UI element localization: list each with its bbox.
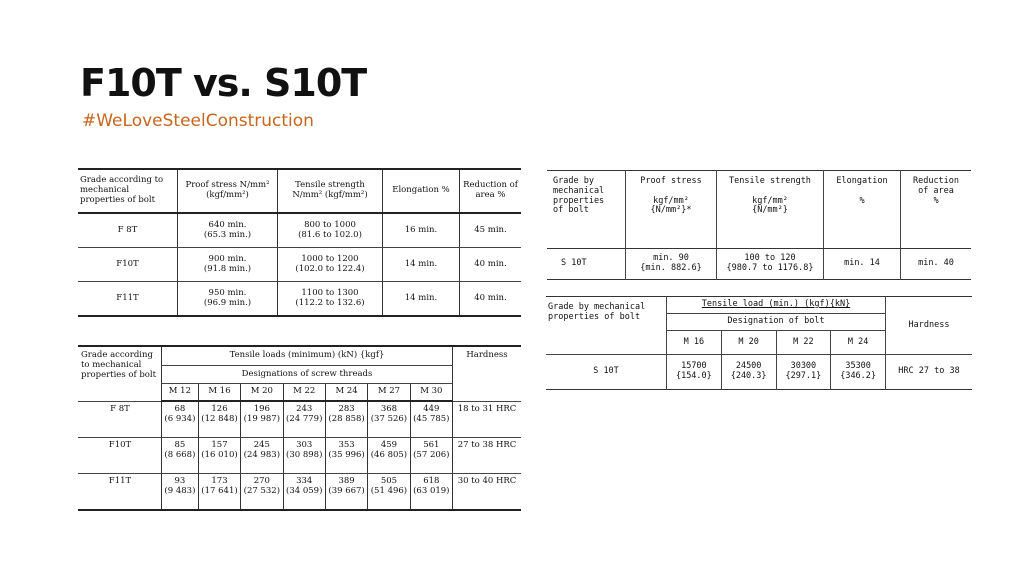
thread-size-cell: M 16 xyxy=(198,384,240,402)
table-row xyxy=(547,249,971,280)
load-cell: 303 (30 898) xyxy=(283,438,325,474)
load-cell: 449 (45 785) xyxy=(410,401,452,438)
load-cell: 24500 {240.3} xyxy=(721,355,776,390)
tensile-loads-header: Tensile loads (minimum) (kN) {kgf} xyxy=(162,346,453,366)
grade-header: Grade by mechanical properties of bolt xyxy=(546,297,667,355)
table-cell: S 10T xyxy=(561,258,587,269)
load-cell: 196 (19 987) xyxy=(241,401,283,438)
load-cell: 505 (51 496) xyxy=(368,474,410,511)
thread-size-cell: M 20 xyxy=(721,331,776,355)
table-row xyxy=(78,438,521,474)
load-cell: 334 (34 059) xyxy=(283,474,325,511)
thread-size-cell: M 30 xyxy=(410,384,452,402)
load-cell: 15700 {154.0} xyxy=(667,355,722,390)
table-cell: 900 min. (91.8 min.) xyxy=(178,248,278,282)
hardness-header: Hardness xyxy=(453,346,522,401)
load-cell: 270 (27 532) xyxy=(241,474,283,511)
hashtag: #WeLoveSteelConstruction xyxy=(82,111,314,131)
table-row xyxy=(78,401,521,438)
load-cell: 85 (8 668) xyxy=(162,438,199,474)
table-cell: min. 40 xyxy=(901,249,972,280)
load-cell: 30300 {297.1} xyxy=(776,355,831,390)
hardness-cell: 27 to 38 HRC xyxy=(453,438,522,474)
hardness-cell: 30 to 40 HRC xyxy=(453,474,522,511)
table-cell: 16 min. xyxy=(383,213,460,248)
load-cell: 368 (37 526) xyxy=(368,401,410,438)
grade-header: Grade by mechanical properties of bolt xyxy=(547,171,626,249)
table-header-row xyxy=(547,171,971,249)
tensile-load-header: Tensile load (min.) (kgf){kN} xyxy=(667,297,886,314)
table-row xyxy=(78,213,521,248)
tensile-strength-header: Tensile strength kgf/mm² {N/mm²} xyxy=(717,171,824,249)
table-cell: 950 min. (96.9 min.) xyxy=(178,282,278,317)
hardness-cell: 18 to 31 HRC xyxy=(453,401,522,438)
load-cell: 561 (57 206) xyxy=(410,438,452,474)
proof-stress-header: Proof stress N/mm² (kgf/mm²) xyxy=(178,169,278,213)
load-cell: 245 (24 983) xyxy=(241,438,283,474)
s-grade-load-table xyxy=(546,296,972,390)
f-grade-mechanical-table xyxy=(78,168,521,317)
table-cell: 1100 to 1300 (112.2 to 132.6) xyxy=(278,282,383,317)
s-grade-mechanical-table xyxy=(547,170,971,280)
load-cell: 35300 {346.2} xyxy=(831,355,886,390)
table-cell: F10T xyxy=(78,248,178,282)
table-row xyxy=(78,248,521,282)
load-cell: 173 (17 641) xyxy=(198,474,240,511)
load-cell: 93 (9 483) xyxy=(162,474,199,511)
load-cell: 283 (28 858) xyxy=(325,401,367,438)
table-cell: 14 min. xyxy=(383,282,460,317)
grade-cell: F10T xyxy=(78,438,162,474)
reduction-header: Reduction of area % xyxy=(460,169,522,213)
table-row xyxy=(78,282,521,317)
table-row xyxy=(546,355,972,390)
page-title: F10T vs. S10T xyxy=(80,61,367,105)
grade-cell: S 10T xyxy=(593,366,619,377)
hardness-cell: HRC 27 to 38 xyxy=(886,355,973,390)
table-cell: 1000 to 1200 (102.0 to 122.4) xyxy=(278,248,383,282)
tensile-strength-header: Tensile strength N/mm² (kgf/mm²) xyxy=(278,169,383,213)
bolt-designation-header: Designation of bolt xyxy=(667,314,886,331)
elongation-header: Elongation % xyxy=(383,169,460,213)
table-header-row xyxy=(546,297,972,314)
table-cell: 800 to 1000 (81.6 to 102.0) xyxy=(278,213,383,248)
load-cell: 618 (63 019) xyxy=(410,474,452,511)
hardness-header: Hardness xyxy=(886,297,973,355)
load-cell: 157 (16 010) xyxy=(198,438,240,474)
load-cell: 68 (6 934) xyxy=(162,401,199,438)
thread-size-cell: M 24 xyxy=(831,331,886,355)
grade-header: Grade according to mechanical properties of bolt xyxy=(78,169,178,213)
table-cell: F11T xyxy=(116,292,139,303)
grade-header: Grade according to mechanical properties of bolt xyxy=(78,346,162,401)
load-cell: 243 (24 779) xyxy=(283,401,325,438)
elongation-header: Elongation % xyxy=(824,171,901,249)
thread-size-cell: M 24 xyxy=(325,384,367,402)
thread-size-cell: M 22 xyxy=(283,384,325,402)
f-grade-load-table xyxy=(78,345,521,511)
load-cell: 389 (39 667) xyxy=(325,474,367,511)
thread-size-cell: M 27 xyxy=(368,384,410,402)
thread-size-cell: M 20 xyxy=(241,384,283,402)
load-cell: 353 (35 996) xyxy=(325,438,367,474)
table-cell: F 8T xyxy=(78,213,178,248)
grade-cell: F11T xyxy=(108,476,132,486)
reduction-header: Reduction of area % xyxy=(901,171,972,249)
thread-size-cell: M 12 xyxy=(162,384,199,402)
table-cell: 100 to 120 {980.7 to 1176.8} xyxy=(717,249,824,280)
table-cell: min. 14 xyxy=(824,249,901,280)
thread-size-cell: M 16 xyxy=(667,331,722,355)
proof-stress-header: Proof stress kgf/mm² {N/mm²}* xyxy=(626,171,717,249)
table-header-row xyxy=(78,346,521,366)
table-cell: 640 min. (65.3 min.) xyxy=(178,213,278,248)
table-cell: 45 min. xyxy=(460,213,522,248)
table-cell: 14 min. xyxy=(383,248,460,282)
table-cell: min. 90 {min. 882.6} xyxy=(626,249,717,280)
table-cell: 40 min. xyxy=(460,282,522,317)
grade-cell: F 8T xyxy=(78,401,162,438)
thread-size-cell: M 22 xyxy=(776,331,831,355)
thread-designations-header: Designations of screw threads xyxy=(162,366,453,384)
table-row xyxy=(78,474,521,511)
load-cell: 126 (12 848) xyxy=(198,401,240,438)
load-cell: 459 (46 805) xyxy=(368,438,410,474)
table-cell: 40 min. xyxy=(460,248,522,282)
table-header-row xyxy=(78,169,521,213)
